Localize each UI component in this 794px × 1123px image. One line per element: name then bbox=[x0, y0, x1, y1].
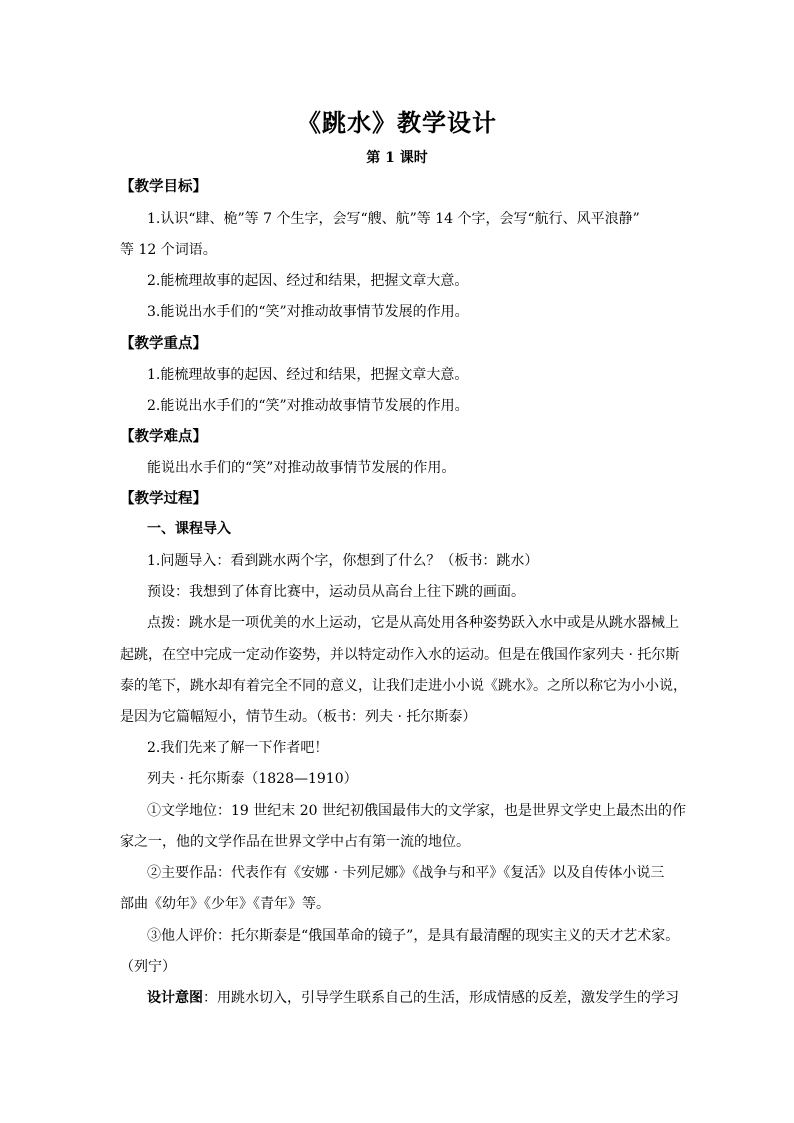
document-title: 《跳水》教学设计 bbox=[297, 108, 497, 137]
process-line: 2.我们先来了解一下作者吧！ bbox=[147, 740, 329, 756]
objective-line: 3.能说出水手们的“笑”对推动故事情节发展的作用。 bbox=[147, 304, 469, 320]
process-line: 起跳，在空中完成一定动作姿势，并以特定动作入水的运动。但是在俄国作家列夫 · 托尔斯 bbox=[120, 647, 680, 663]
process-line: （列宁） bbox=[120, 959, 176, 975]
process-line: 预设：我想到了体育比赛中，运动员从高台上往下跳的画面。 bbox=[147, 584, 525, 600]
process-line: 家之一，他的文学作品在世界文学中占有第一流的地位。 bbox=[120, 834, 470, 850]
process-line: 列夫 · 托尔斯泰（1828—1910） bbox=[147, 771, 358, 787]
objective-line: 等 12 个词语。 bbox=[120, 242, 217, 258]
section-heading-difficulties: 【教学难点】 bbox=[120, 428, 207, 445]
objective-line: 2.能梳理故事的起因、经过和结果，把握文章大意。 bbox=[147, 273, 469, 289]
subsection-heading-intro: 一、课程导入 bbox=[147, 521, 231, 537]
design-intent-text: ：用跳水切入，引导学生联系自己的生活，形成情感的反差，激发学生的学习 bbox=[203, 990, 679, 1006]
process-line: 部曲《幼年》《少年》《青年》等。 bbox=[120, 896, 330, 912]
lesson-subtitle: 第 1 课时 bbox=[366, 150, 428, 166]
process-line: ③他人评价：托尔斯泰是“俄国革命的镜子”，是具有最清醒的现实主义的天才艺术家。 bbox=[147, 928, 680, 944]
objective-line: 1.认识“肆、桅”等 7 个生字，会写“艘、航”等 14 个字，会写“航行、风平浪静” bbox=[147, 211, 640, 227]
design-intent-line bbox=[147, 988, 679, 1008]
section-heading-process: 【教学过程】 bbox=[120, 490, 207, 507]
key-point-line: 1.能梳理故事的起因、经过和结果，把握文章大意。 bbox=[147, 367, 469, 383]
section-heading-objectives: 【教学目标】 bbox=[120, 178, 207, 195]
design-intent-label: 设计意图 bbox=[147, 990, 203, 1006]
process-line: 泰的笔下，跳水却有着完全不同的意义，让我们走进小小说《跳水》。之所以称它为小小说， bbox=[120, 678, 687, 694]
process-line: ②主要作品：代表作有《安娜 · 卡列尼娜》《战争与和平》《复活》以及自传体小说三 bbox=[147, 865, 665, 881]
difficulty-line: 能说出水手们的“笑”对推动故事情节发展的作用。 bbox=[147, 460, 456, 476]
key-point-line: 2.能说出水手们的“笑”对推动故事情节发展的作用。 bbox=[147, 398, 469, 414]
process-line: ①文学地位：19 世纪末 20 世纪初俄国最伟大的文学家，也是世界文学史上最杰出的作 bbox=[147, 803, 686, 819]
process-line: 点拨：跳水是一项优美的水上运动，它是从高处用各种姿势跃入水中或是从跳水器械上 bbox=[147, 615, 679, 631]
process-line: 1.问题导入：看到跳水两个字，你想到了什么？（板书：跳水） bbox=[147, 553, 539, 569]
section-heading-key-points: 【教学重点】 bbox=[120, 335, 207, 352]
process-line: 是因为它篇幅短小，情节生动。（板书：列夫 · 托尔斯泰） bbox=[120, 709, 477, 725]
